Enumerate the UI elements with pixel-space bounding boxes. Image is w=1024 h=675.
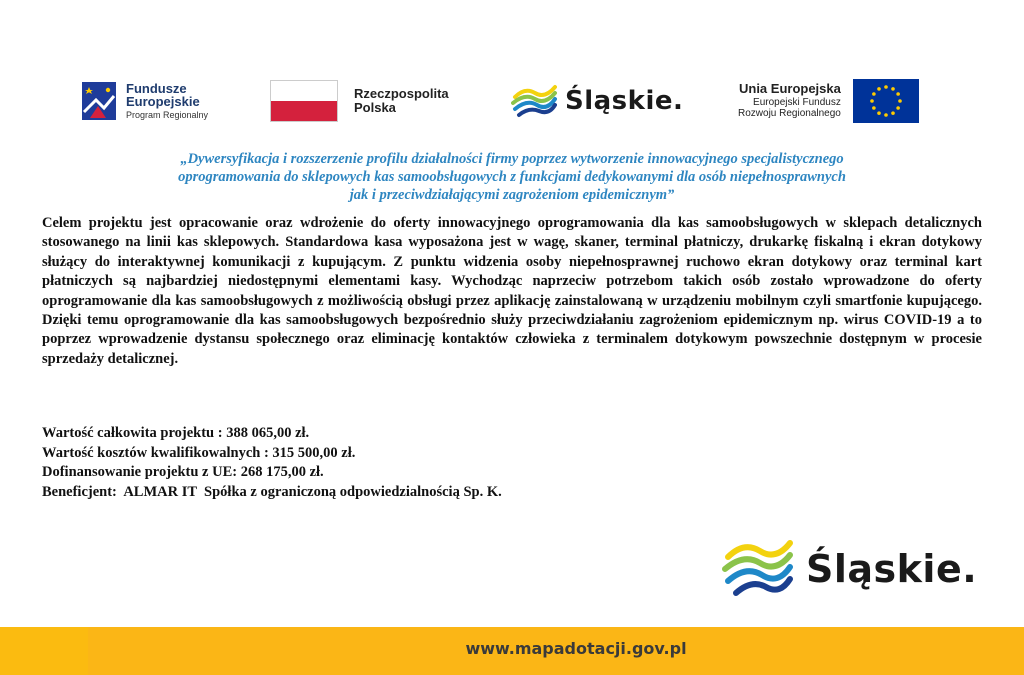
fundusze-europejskie-logo: [82, 70, 208, 132]
project-title-line1: „Dywersyfikacja i rozszerzenie profilu działalności firmy poprzez wytworzenie innowacyjnego specjalistycznego: [180, 151, 844, 167]
unia-line2: Europejski Fundusz: [753, 96, 841, 108]
polish-flag-icon: [270, 80, 338, 122]
unia-europejska-text: [738, 82, 841, 120]
total-value: Wartość całkowita projektu : 388 065,00 zł.: [42, 425, 310, 441]
project-facts: [42, 424, 982, 502]
rzeczpospolita-text: [354, 87, 449, 116]
fundusze-line2: Europejskie: [126, 94, 200, 110]
eu-star-icon: [891, 87, 895, 91]
rzeczpospolita-line1: Rzeczpospolita: [354, 85, 449, 101]
footer-main: [88, 627, 1024, 675]
slaskie-logo-bottom: [722, 534, 977, 604]
slaskie-logo-top: [511, 70, 683, 132]
eu-funding: Dofinansowanie projektu z UE: 268 175,00 zł.: [42, 464, 324, 480]
eu-star-icon: [872, 92, 876, 96]
eu-star-icon: [877, 87, 881, 91]
fundusze-line3: Program Regionalny: [126, 109, 209, 120]
fundusze-europejskie-text: [126, 82, 208, 121]
slaskie-waves-icon: [511, 83, 557, 119]
unia-line3: Rozwoju Regionalnego: [738, 108, 841, 120]
beneficiary: Beneficjent: ALMAR IT Spółka z ograniczoną odpowiedzialnością Sp. K.: [42, 483, 502, 500]
unia-europejska-logo: [738, 70, 919, 132]
logo-bar: [0, 70, 1024, 132]
eu-star-icon: [896, 106, 900, 110]
slaskie-waves-icon: [722, 537, 794, 601]
eu-star-icon: [891, 111, 895, 115]
footer-url-link[interactable]: www.mapadotacji.gov.pl: [465, 639, 687, 658]
project-description: Celem projektu jest opracowanie oraz wdrożenie do oferty innowacyjnego oprogramowania dla kas samoobsługowych w sklepach detalicznych stosowanego na linii kas sklepowych. Standardowa kasa wyposażona jest w wagę, skaner, terminal płatniczy, drukarkę fiskalną i ekran dotykowy służący do interaktywnej komunikacji z kupującym. Z punktu widzenia osoby niepełnosprawnej ruchowo ekran dotykowy oraz terminal kart płatniczych są najbardziej niedostępnymi elementami kasy. Wychodząc naprzeciw potrzebom takich osób zostało wprowadzone do oferty oprogramowanie dla kas samoobsługowych z możliwością obsługi przez aplikację zainstalowaną w urządzeniu mobilnym czyli smartfonie kupującego. Dzięki temu oprogramowanie dla kas samoobsługowych bezpośrednio służy przeciwdziałaniu zagrożeniom epidemicznym np. wirus COVID-19 a to poprzez wprowadzenie dystansu społecznego oraz eliminację kontaktów człowieka z terminalem dotykowym powszechnie dostępnym w procesie sprzedaży detalicznej.: [42, 215, 982, 367]
project-title-line2: oprogramowania do sklepowych kas samoobsługowych z funkcjami dedykowanymi dla osób niepełnosprawnych: [178, 169, 846, 185]
eu-star-icon: [884, 113, 888, 117]
eu-star-icon: [872, 106, 876, 110]
slaskie-wordmark: Śląskie.: [565, 86, 684, 116]
eligible-costs: Wartość kosztów kwalifikowalnych : 315 500,00 zł.: [42, 444, 356, 461]
fundusze-europejskie-logo-icon: [82, 82, 116, 120]
project-title: [40, 150, 984, 204]
footer-bar: [0, 627, 1024, 675]
footer-accent: [0, 627, 88, 675]
eu-star-icon: [870, 99, 874, 103]
fundusze-line1: Fundusze: [126, 80, 187, 96]
eu-star-icon: [896, 92, 900, 96]
eu-star-icon: [884, 85, 888, 89]
rzeczpospolita-line2: Polska: [354, 100, 396, 115]
unia-line1: Unia Europejska: [738, 81, 841, 97]
slaskie-wordmark-large: Śląskie.: [806, 547, 978, 591]
eu-flag-icon: [853, 79, 919, 123]
eu-star-icon: [898, 99, 902, 103]
rzeczpospolita-polska-logo: [270, 70, 449, 132]
project-title-line3: jak i przeciwdziałającymi zagrożeniom epidemicznym”: [349, 187, 675, 203]
eu-star-icon: [877, 111, 881, 115]
